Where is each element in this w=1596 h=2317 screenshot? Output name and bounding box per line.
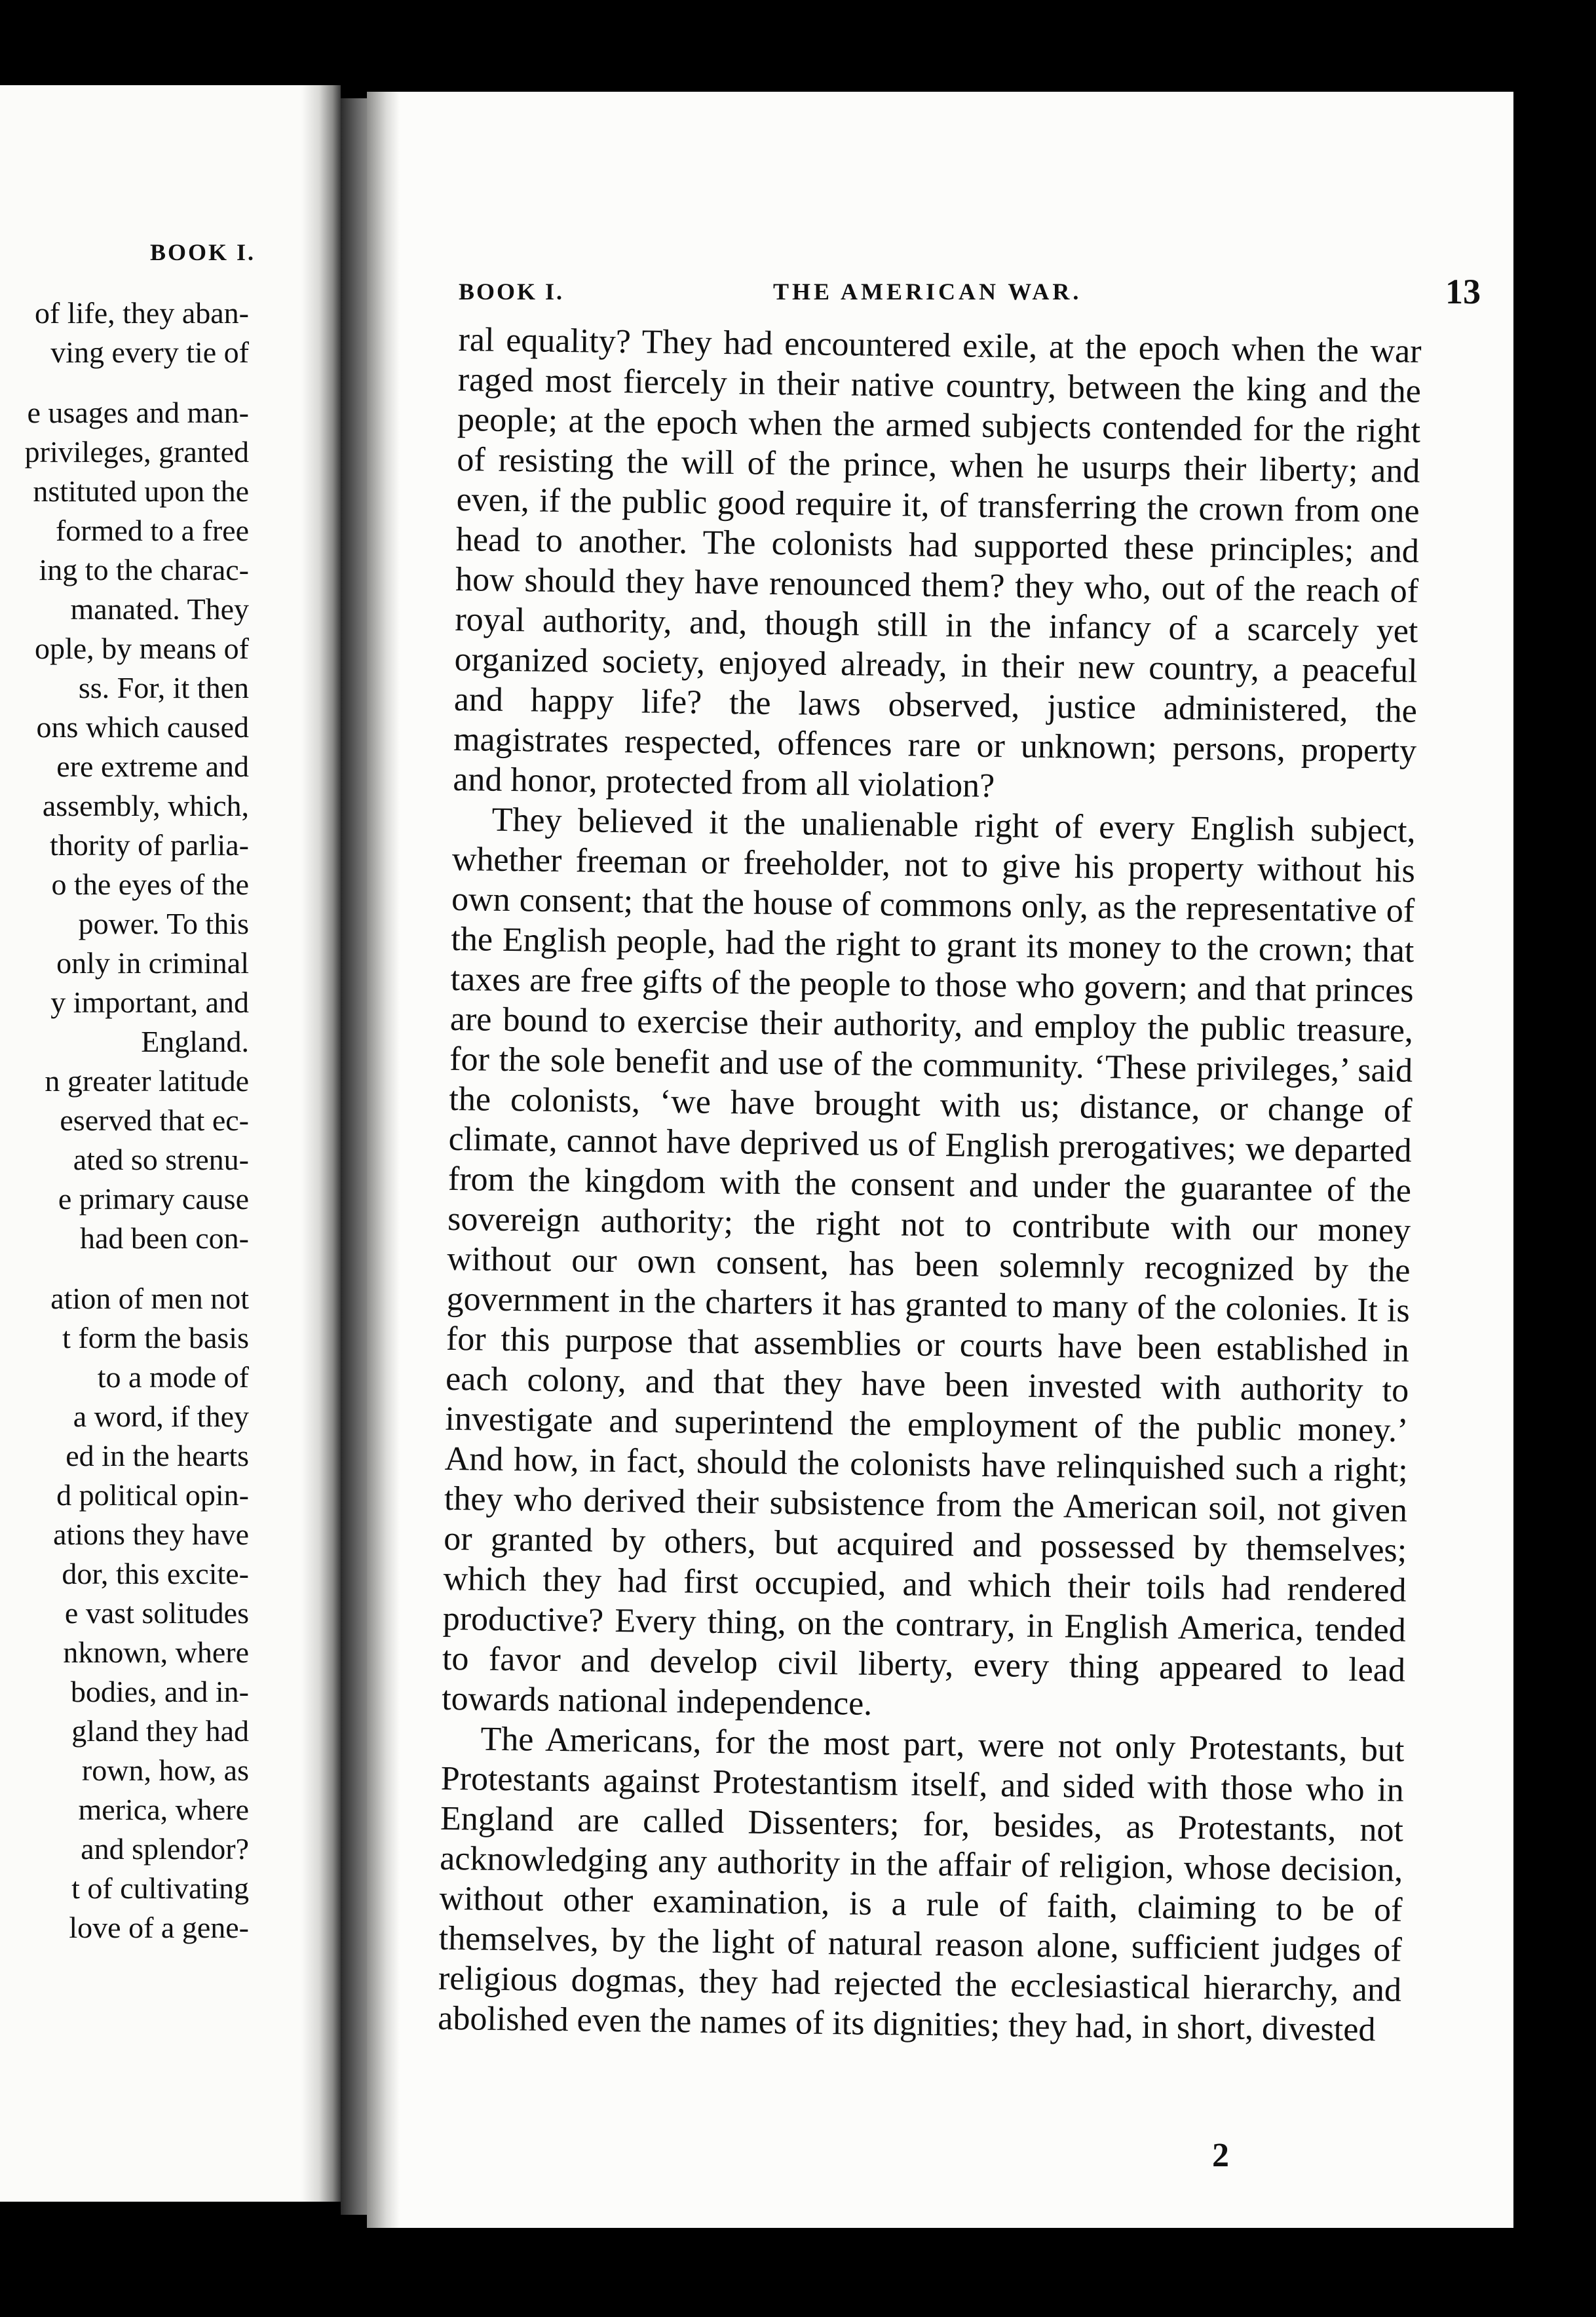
paragraph-3: The Americans, for the most part, were not only Protestants, but Protestants against Protestantism itself, and sided with those who in England are called Dissenters; for, besides, as Protestants, not acknowledging any authority in the affair of religion, whose decision, without other examination, is a rule of faith, claiming to be of themselves, by the light of natural reason alone, sufficient judges of religious dogmas, they had rejected the ecclesiastical hierarchy, and abolished even the names of its dignities; they had, in short, divested [437,1720,1405,2049]
left-text-line: manated. They [70,592,249,626]
left-text-line: eserved that ec- [60,1103,249,1137]
left-text-line: nstituted upon the [33,474,249,508]
left-page-gutter-shadow [301,85,341,2202]
left-text-line: ated so strenu- [73,1143,249,1176]
paragraph-2: They believed it the unalienable right of every English subject, whether freeman or freeholder, not to give his property without his own consent; that the house of commons only, as the representative of the English people, had the right to grant its money to the crown; that taxes are free gifts of the people to those who govern; and that princes are bound to exercise their authority, and employ the public treasure, for the sole benefit and use of the community. ‘These privileges,’ said the colonists, ‘we have brought with us; distance, or change of climate, cannot have deprived us of English prerogatives; we departed from the kingdom with the consent and under the guarantee of the sovereign authority; the right not to contribute with our money without our own consent, has been solemnly recognized by the government in the charters it has granted to many of the colonies. It is for this purpose that assemblies or courts have been established in each colony, and that they have been invested with authority to investigate and superintend the employment of the public money.’ And how, in fact, should the colonists have relinquished such a right; they who derived their subsistence from the American soil, not given or granted by others, but acquired and possessed by themselves; which they had first occupied, and which their toils had rendered productive? Every thing, on the contrary, in English America, tended to favor and develop civil liberty, every thing appeared to lead towards national independence. [441,801,1416,1723]
left-text-line: ing to the charac- [39,553,249,586]
left-text-line: dor, this excite- [62,1557,249,1590]
body-text [438,320,1422,2050]
left-text-line: rown, how, as [81,1753,249,1787]
left-page-text [0,294,249,1947]
left-text-line: merica, where [78,1793,249,1826]
left-text-line: power. To this [78,907,249,940]
left-text-line: formed to a free [55,514,249,547]
left-text-line: t form the basis [62,1321,249,1354]
left-text-line: to a mode of [97,1360,249,1394]
left-text-line: ss. For, it then [78,671,249,704]
left-text-block-c [0,1279,249,1947]
left-text-line: ople, by means of [34,632,249,665]
right-page-gutter-shadow [367,92,400,2228]
left-text-line: e primary cause [58,1182,249,1216]
left-text-block-b [0,393,249,1258]
signature-mark: 2 [1212,2137,1229,2174]
right-page [367,92,1513,2228]
left-text-line: England. [141,1025,249,1058]
left-text-line: had been con- [80,1221,249,1255]
header-book-label: BOOK I. [459,278,565,305]
left-text-line: bodies, and in- [70,1675,249,1708]
left-text-line: assembly, which, [42,789,249,822]
left-text-line: ere extreme and [56,750,249,783]
left-text-line: and splendor? [81,1832,249,1866]
left-text-line: thority of parlia- [49,828,249,862]
left-text-line: gland they had [71,1714,249,1748]
paragraph-1: ral equality? They had encountered exile, at the epoch when the war raged most fiercely in their native country, between the king and the people; at the epoch when the armed subjects contended for the right of resisting the will of the prince, when he usurps their liberty; and even, if the public good require it, of transferring the crown from one head to another. The colonists had supported these principles; and how should they have renounced them? they who, out of the reach of royal authority, and, though still in the infancy of a scarcely yet organized society, enjoyed already, in their new country, a peaceful and happy life? the laws observed, justice administered, the magistrates respected, offences rare or unknown; persons, property and honor, protected from all violation? [453,320,1422,805]
left-text-line: ed in the hearts [66,1439,249,1472]
left-text-line: love of a gene- [69,1911,249,1944]
left-text-line: t of cultivating [71,1871,249,1905]
left-page-header: BOOK I. [149,239,256,265]
running-header [459,274,1481,313]
header-title: THE AMERICAN WAR. [773,278,1082,305]
left-text-line: ation of men not [50,1282,249,1315]
left-text-line: e usages and man- [27,396,249,429]
left-text-line: ons which caused [36,710,249,744]
left-text-line: nknown, where [63,1636,249,1669]
left-text-line: privileges, granted [24,435,249,469]
left-text-line: ving every tie of [50,335,249,369]
left-text-line: ations they have [53,1518,249,1551]
left-text-block-a [0,294,249,372]
left-text-line: d political opin- [56,1478,249,1512]
left-text-line: of life, they aban- [35,296,249,330]
left-text-line: n greater latitude [45,1064,249,1098]
left-text-line: a word, if they [73,1400,249,1433]
left-text-line: e vast solitudes [64,1596,249,1630]
page-number: 13 [1445,272,1481,311]
left-text-line: o the eyes of the [51,868,249,901]
left-text-line: only in criminal [56,946,249,980]
left-page [0,85,341,2202]
left-text-line: y important, and [50,986,249,1019]
